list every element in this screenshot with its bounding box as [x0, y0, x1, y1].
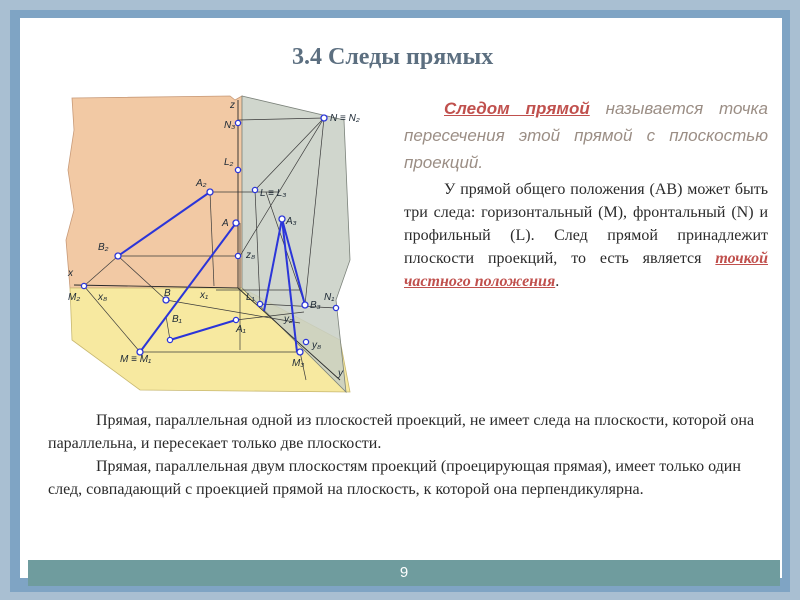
label-b2: B₂	[98, 242, 109, 253]
label-m: M ≡ M₁	[120, 354, 152, 365]
label-l1: L₁	[246, 292, 255, 303]
label-z8: z₈	[246, 250, 256, 261]
label-x8: x₈	[98, 292, 108, 303]
label-z: z	[230, 100, 235, 111]
line-traces-diagram	[60, 90, 395, 395]
label-l: L ≡ L₃	[260, 188, 287, 199]
slide-title: 3.4 Следы прямых	[292, 44, 494, 70]
label-m2: M₂	[68, 292, 81, 303]
traces-paragraph-text: У прямой общего положения (AB) может быть три следа: горизонтальный (M), фронтальный (N) и профильный (L). След прямой принадлежит плоскости проекций, то есть является	[404, 181, 768, 267]
label-b: B	[164, 288, 171, 299]
label-l2: L₂	[224, 157, 234, 168]
label-n3: N₃	[224, 120, 236, 131]
particular-point-term: точкой частного положения	[404, 250, 768, 290]
traces-paragraph	[404, 178, 768, 293]
label-a: A	[222, 218, 229, 229]
label-a3: A₃	[286, 216, 297, 227]
label-a2: A₂	[196, 178, 207, 189]
label-x: x	[68, 268, 73, 279]
label-n: N ≡ N₂	[330, 113, 360, 124]
label-y8: y₈	[312, 340, 322, 351]
label-a1: A₁	[236, 324, 246, 335]
label-n1: N₁	[324, 292, 335, 303]
label-m3: M₃	[292, 358, 305, 369]
label-b3: B₃	[310, 300, 321, 311]
label-x1: x₁	[200, 290, 209, 301]
bottom-text-block	[48, 409, 760, 501]
label-y: y	[338, 368, 343, 379]
page-number: 9	[399, 564, 409, 581]
parallel-one-plane-paragraph: Прямая, параллельная одной из плоскостей проекций, не имеет следа на плоскости, которой она параллельна, и пересекает только две плоскости.	[48, 412, 755, 452]
definition-term: Следом прямой	[444, 99, 590, 118]
definition-text	[404, 95, 768, 176]
label-y2: y₂	[284, 314, 293, 325]
traces-paragraph-end: .	[555, 273, 560, 290]
footer-bar	[28, 560, 780, 586]
label-b1: B₁	[172, 314, 182, 325]
definition-rest: называется точка пересечения этой прямой с плоскостью проекций.	[404, 99, 768, 172]
parallel-two-planes-paragraph: Прямая, параллельная двум плоскостям проекций (проецирующая прямая), имеет только один след, совпадающий с проекцией прямой на плоскость, к которой она перпендикулярна.	[48, 458, 741, 498]
